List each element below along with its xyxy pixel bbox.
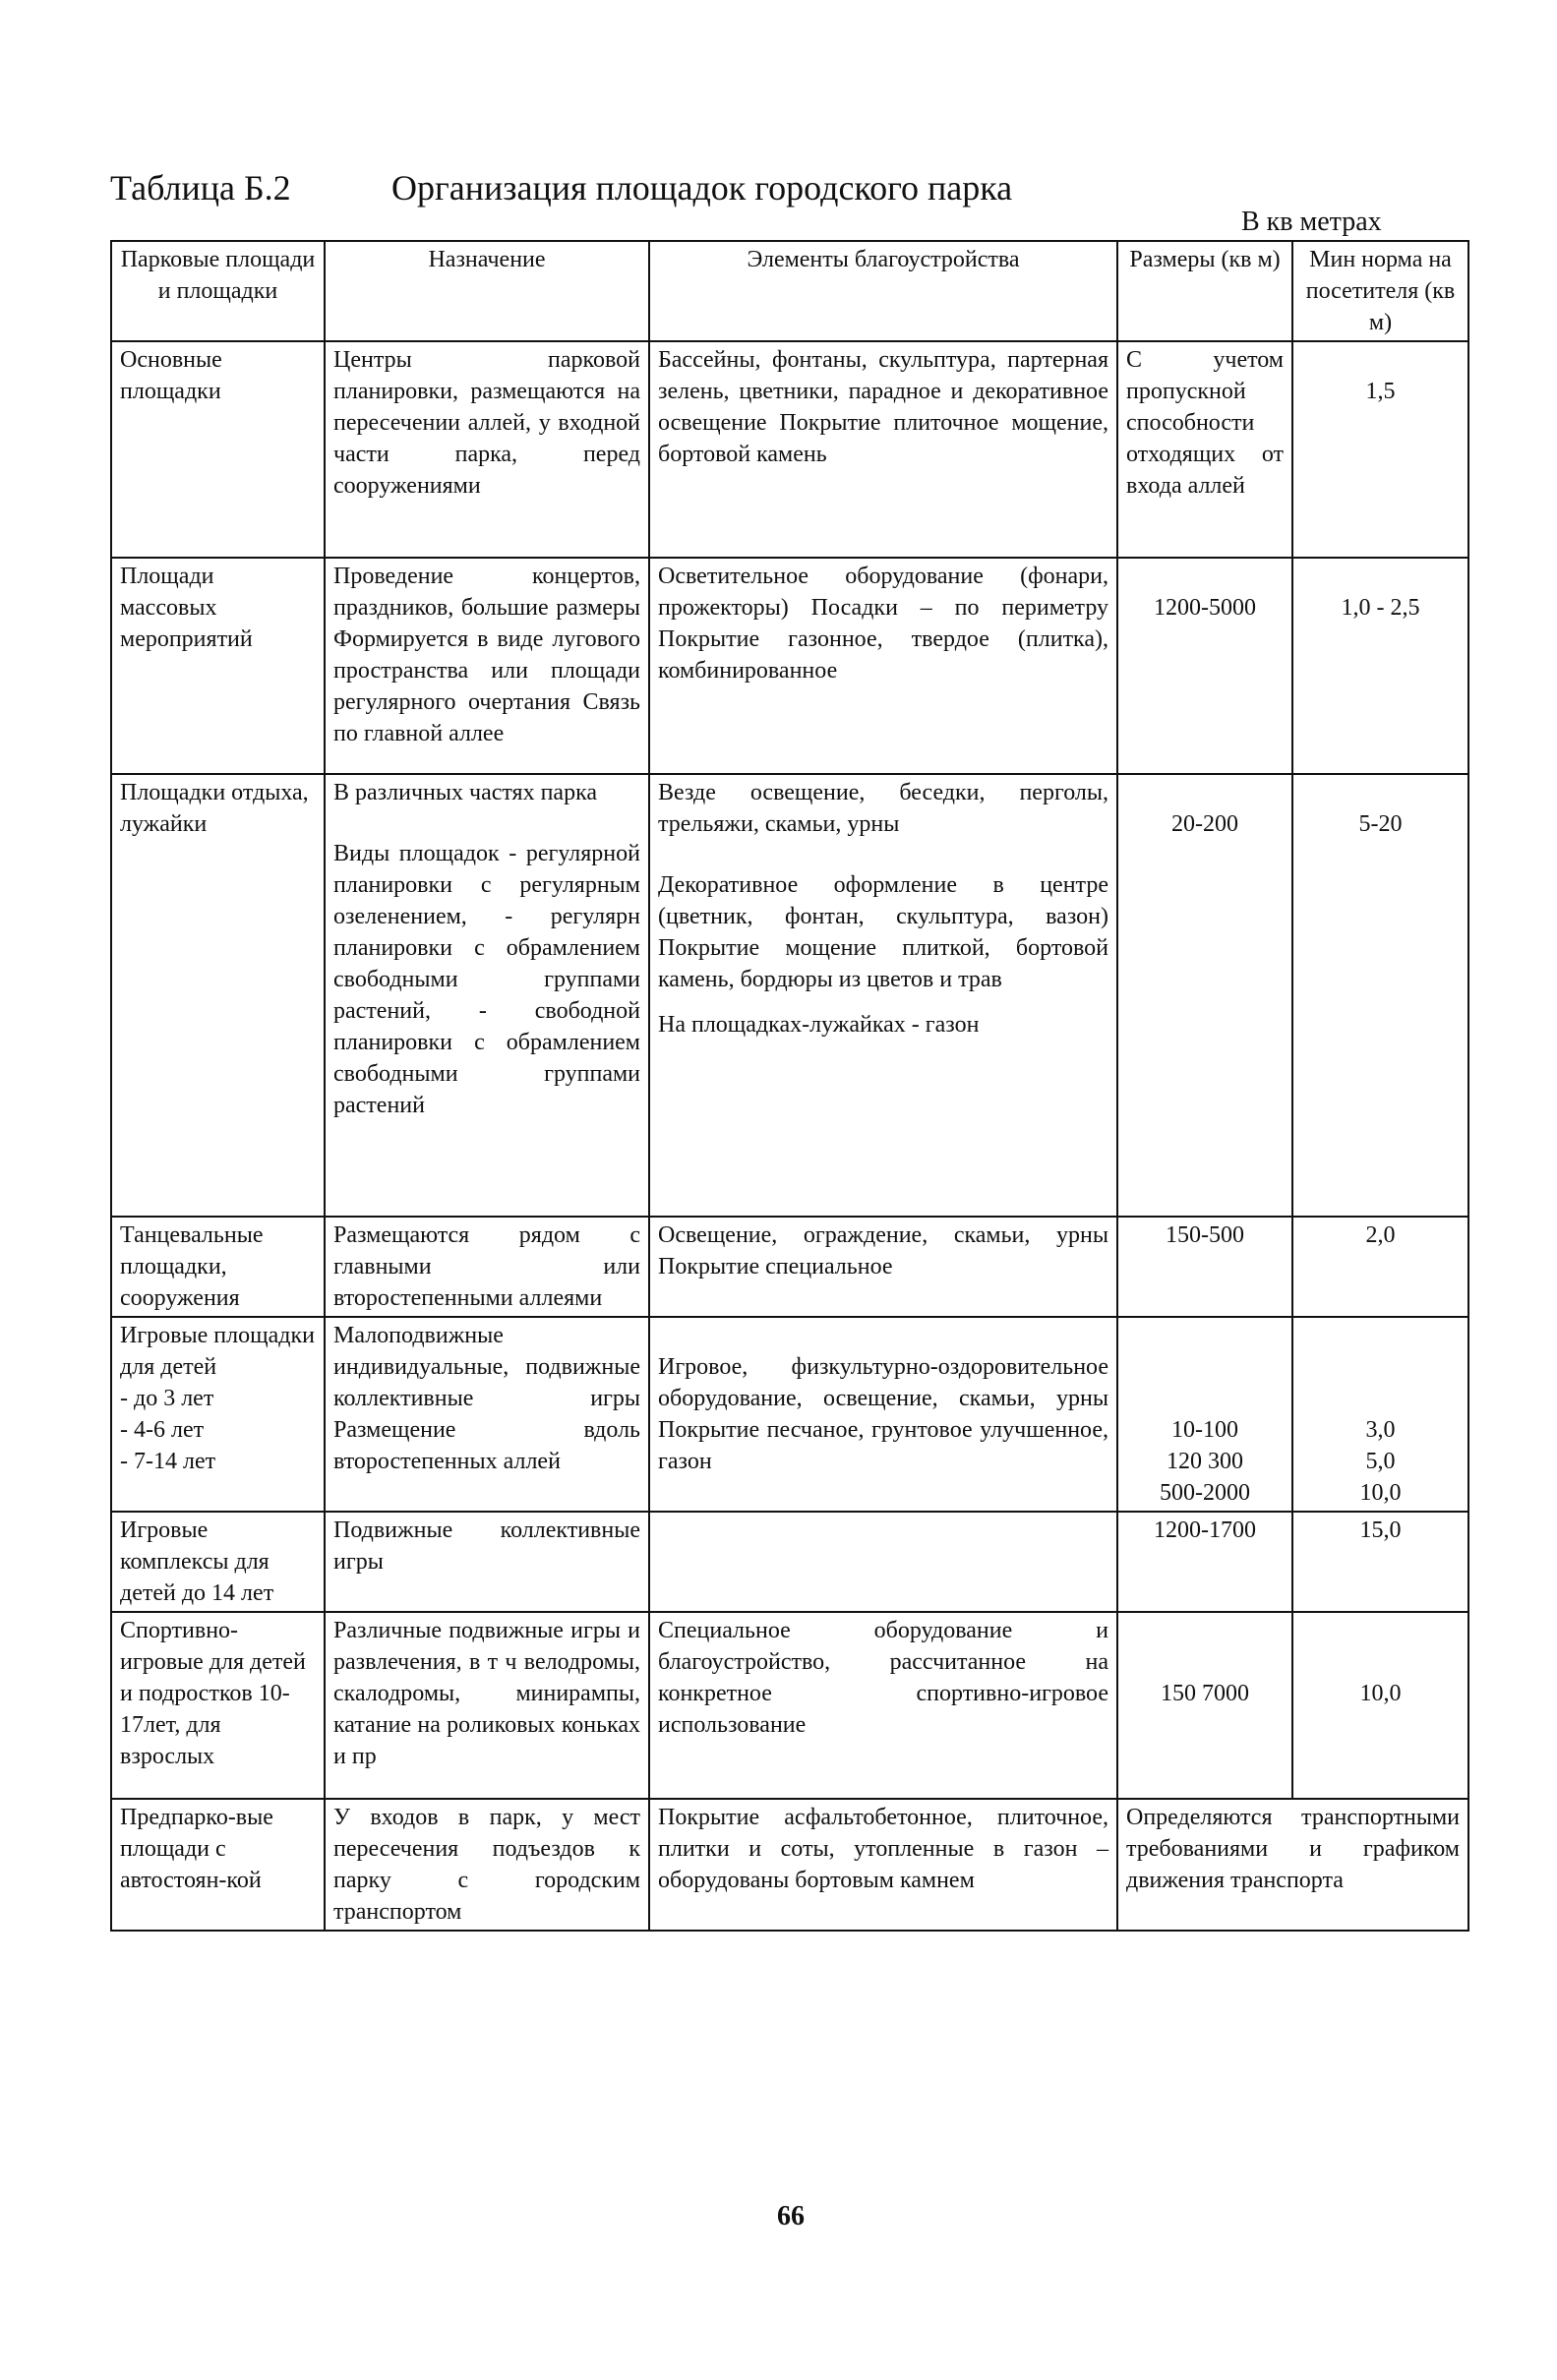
norm-cell: 2,0: [1292, 1217, 1468, 1317]
norm-cell: 15,0: [1292, 1512, 1468, 1612]
size-cell: С учетом пропускной способности отходящих от входа аллей: [1117, 341, 1292, 558]
size-value: 120 300: [1167, 1449, 1243, 1474]
header-cell: Размеры (кв м): [1117, 241, 1292, 341]
spacer: [333, 808, 640, 838]
area-name-cell: Предпарко-вые площади с автостоян-кой: [111, 1799, 325, 1931]
spacer: [658, 995, 1108, 1009]
table-row: [111, 1799, 1468, 1931]
elements-text: На площадках-лужайках - газон: [658, 1012, 980, 1038]
purpose-text: Виды площадок - регулярной планировки с регулярным озеленением, - регулярн планировки с обрамлением свободными группами растений, - свободной планировки с обрамлением свободными группами растений: [333, 841, 640, 1118]
elements-cell: Игровое, физкультурно-оздоровительное оборудование, освещение, скамьи, урны Покрытие песчаное, грунтовое улучшенное, газон: [649, 1317, 1117, 1512]
size-value: 10-100: [1171, 1417, 1238, 1443]
spacer: [658, 840, 1108, 869]
size-cell: 1200-5000: [1117, 558, 1292, 774]
norm-value: 5,0: [1365, 1449, 1396, 1474]
area-name-cell: [111, 1317, 325, 1512]
table-row: [111, 1512, 1468, 1612]
header-cell: Назначение: [325, 241, 649, 341]
area-name-cell: Игровые комплексы для детей до 14 лет: [111, 1512, 325, 1612]
page-number: 66: [777, 2201, 805, 2231]
elements-cell: Специальное оборудование и благоустройство, рассчитанное на конкретное спортивно-игровое использование: [649, 1612, 1117, 1799]
table-row: [111, 774, 1468, 1217]
elements-text: Везде освещение, беседки, перголы, трельяжи, скамьи, урны: [658, 780, 1108, 837]
table-row: [111, 1217, 1468, 1317]
park-areas-table: [110, 240, 1469, 1932]
area-name-text: Игровые площадки для детей: [120, 1323, 315, 1380]
area-name-cell: Площади массовых мероприятий: [111, 558, 325, 774]
elements-cell: [649, 774, 1117, 1217]
size-norm-cell: Определяются транспортными требованиями и графиком движения транспорта: [1117, 1799, 1468, 1931]
elements-cell: Бассейны, фонтаны, скульптура, партерная зелень, цветники, парадное и декоративное освещение Покрытие плиточное мощение, бортовой камень: [649, 341, 1117, 558]
purpose-cell: Различные подвижные игры и развлечения, в т ч велодромы, скалодромы, минирампы, катание на роликовых коньках и пр: [325, 1612, 649, 1799]
elements-cell: Осветительное оборудование (фонари, прожекторы) Посадки – по периметру Покрытие газонное, твердое (плитка), комбинированное: [649, 558, 1117, 774]
purpose-cell: Проведение концертов, праздников, большие размеры Формируется в виде лугового пространства или площади регулярного очертания Связь по главной аллее: [325, 558, 649, 774]
header-cell: Элементы благоустройства: [649, 241, 1117, 341]
size-cell: [1117, 1317, 1292, 1512]
area-name-cell: Площадки отдыха, лужайки: [111, 774, 325, 1217]
norm-cell: 10,0: [1292, 1612, 1468, 1799]
norm-cell: [1292, 1317, 1468, 1512]
purpose-cell: У входов в парк, у мест пересечения подъездов к парку с городским транспортом: [325, 1799, 649, 1931]
norm-cell: 1,0 - 2,5: [1292, 558, 1468, 774]
age-group: - до 3 лет: [120, 1386, 214, 1411]
purpose-cell: Центры парковой планировки, размещаются на пересечении аллей, у входной части парка, перед сооружениями: [325, 341, 649, 558]
norm-cell: 5-20: [1292, 774, 1468, 1217]
purpose-cell: Размещаются рядом с главными или второстепенными аллеями: [325, 1217, 649, 1317]
age-group: - 7-14 лет: [120, 1449, 216, 1474]
purpose-cell: [325, 774, 649, 1217]
units-note: В кв метрах: [1241, 207, 1382, 237]
size-cell: 150 7000: [1117, 1612, 1292, 1799]
purpose-text: В различных частях парка: [333, 780, 598, 805]
area-name-cell: Спортивно-игровые для детей и подростков 10-17лет, для взрослых: [111, 1612, 325, 1799]
table-row: [111, 558, 1468, 774]
table-row: [111, 1317, 1468, 1512]
norm-value: 3,0: [1365, 1417, 1396, 1443]
elements-cell: Освещение, ограждение, скамьи, урны Покрытие специальное: [649, 1217, 1117, 1317]
area-name-cell: Основные площадки: [111, 341, 325, 558]
header-cell: Парковые площади и площадки: [111, 241, 325, 341]
size-cell: 1200-1700: [1117, 1512, 1292, 1612]
elements-cell: [649, 1512, 1117, 1612]
norm-cell: 1,5: [1292, 341, 1468, 558]
purpose-cell: Малоподвижные индивидуальные, подвижные коллективные игры Размещение вдоль второстепенных аллей: [325, 1317, 649, 1512]
size-value: 500-2000: [1160, 1480, 1250, 1506]
area-name-cell: Танцевальные площадки, сооружения: [111, 1217, 325, 1317]
table-title: Организация площадок городского парка: [391, 168, 1013, 208]
table-header-row: [111, 241, 1468, 341]
size-cell: 150-500: [1117, 1217, 1292, 1317]
table-row: [111, 341, 1468, 558]
elements-text: Декоративное оформление в центре (цветник, фонтан, скульптура, вазон) Покрытие мощение плиткой, бортовой камень, бордюры из цветов и трав: [658, 872, 1108, 992]
table-row: [111, 1612, 1468, 1799]
age-group: - 4-6 лет: [120, 1417, 205, 1443]
norm-value: 10,0: [1359, 1480, 1402, 1506]
purpose-cell: Подвижные коллективные игры: [325, 1512, 649, 1612]
header-cell: Мин норма на посетителя (кв м): [1292, 241, 1468, 341]
elements-cell: Покрытие асфальтобетонное, плиточное, плитки и соты, утопленные в газон – оборудованы бортовым камнем: [649, 1799, 1117, 1931]
size-cell: 20-200: [1117, 774, 1292, 1217]
table-label: Таблица Б.2: [110, 168, 291, 208]
